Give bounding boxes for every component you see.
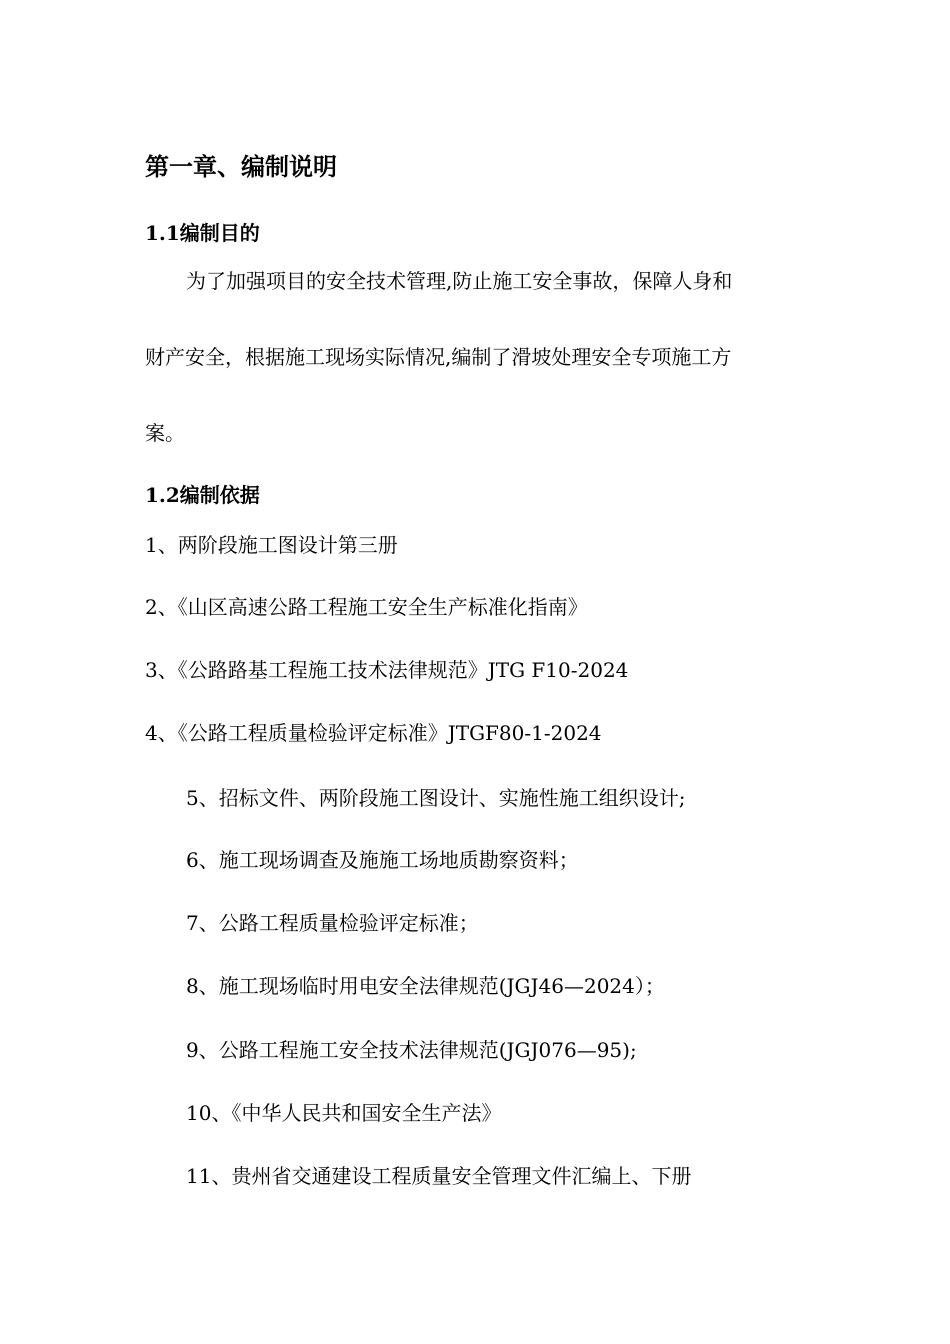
- list-item: 1、两阶段施工图设计第三册: [145, 533, 398, 557]
- chapter-title: 第一章、编制说明: [145, 152, 337, 181]
- list-item: 8、施工现场临时用电安全法律规范(JGJ46—2024）；: [186, 974, 665, 998]
- list-item: 6、施工现场调查及施施工场地质勘察资料；: [186, 848, 579, 872]
- list-item: 11、贵州省交通建设工程质量安全管理文件汇编上、下册: [186, 1164, 692, 1188]
- section-heading-purpose: 1.1编制目的: [145, 221, 260, 245]
- section-heading-basis: 1.2编制依据: [145, 483, 260, 507]
- list-item: 9、公路工程施工安全技术法律规范(JGJ076—95);: [186, 1038, 637, 1062]
- paragraph-line: 为了加强项目的安全技术管理,防止施工安全事故，保障人身和: [186, 269, 733, 293]
- list-item: 3、《公路路基工程施工技术法律规范》JTG F10-2024: [145, 658, 629, 682]
- list-item: 7、公路工程质量检验评定标准；: [186, 911, 479, 935]
- list-item: 2、《山区高速公路工程施工安全生产标准化指南》: [145, 595, 588, 619]
- list-item: 10、《中华人民共和国安全生产法》: [186, 1101, 502, 1125]
- list-item: 5、招标文件、两阶段施工图设计、实施性施工组织设计;: [186, 786, 686, 810]
- paragraph-line: 案。: [145, 421, 185, 445]
- list-item: 4、《公路工程质量检验评定标准》JTGF80-1-2024: [145, 721, 602, 745]
- paragraph-line: 财产安全，根据施工现场实际情况,编制了滑坡处理安全专项施工方: [145, 345, 732, 369]
